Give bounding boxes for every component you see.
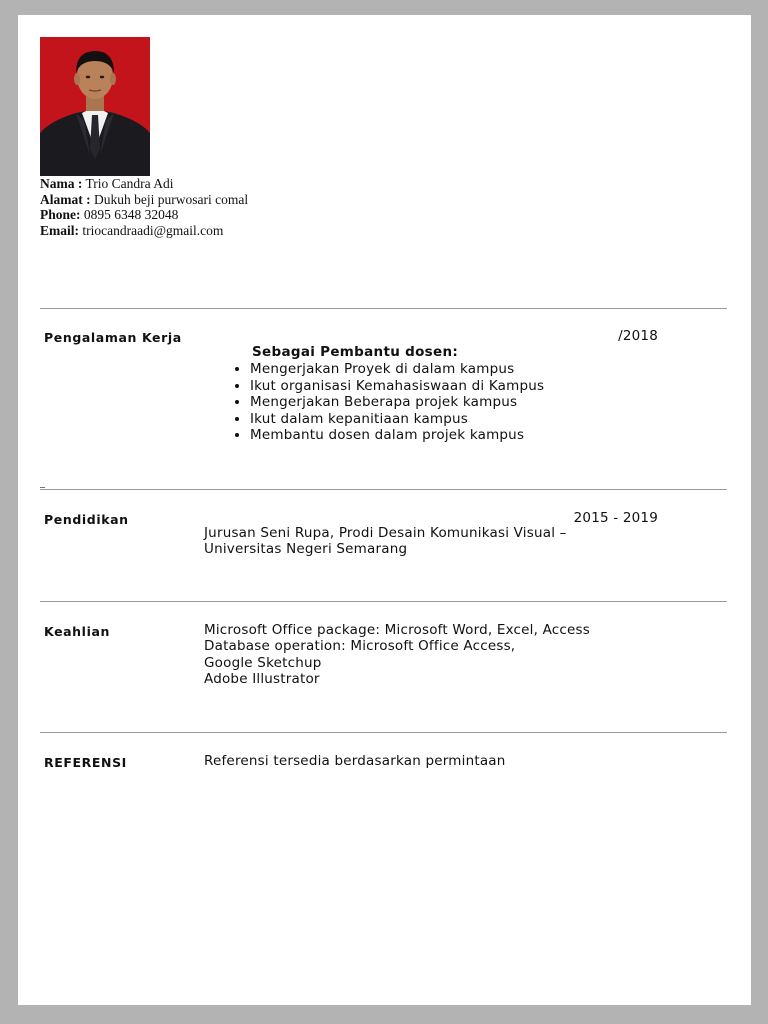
list-item: Microsoft Office package: Microsoft Word, Excel, Access [204, 622, 591, 638]
portrait-photo-icon [40, 37, 150, 176]
experience-title: Pengalaman Kerja [44, 330, 182, 345]
stray-dash [40, 487, 45, 488]
list-item: Database operation: Microsoft Office Access, [204, 638, 516, 655]
phone-value: 0895 6348 32048 [83, 207, 179, 223]
address-value: Dukuh beji purwosari comal [94, 191, 249, 207]
education-date: 2015 - 2019 [573, 510, 658, 526]
education-line-2: Universitas Negeri Semarang [204, 541, 408, 558]
phone-line [40, 207, 248, 223]
reference-text: Referensi tersedia berdasarkan permintaan [204, 753, 506, 769]
address-label: Alamat : [40, 191, 91, 207]
skills-title: Keahlian [44, 624, 110, 639]
phone-label: Phone: [40, 207, 81, 223]
list-item: • Membantu dosen dalam projek kampus [250, 427, 544, 444]
list-item: • Ikut organisasi Kemahasiswaan di Kampus [250, 378, 544, 395]
divider-skills [40, 601, 727, 602]
email-value: triocandraadi@gmail.com [82, 223, 224, 239]
experience-date: /2018 [618, 328, 658, 344]
skills-list [204, 622, 590, 687]
contact-info [40, 176, 248, 239]
address-line [40, 192, 248, 208]
experience-list [204, 361, 544, 444]
list-item: Google Sketchup [204, 654, 322, 671]
divider-reference [40, 732, 727, 733]
name-value: Trio Candra Adi [85, 176, 174, 191]
email-line [40, 223, 248, 239]
divider-education [40, 489, 727, 490]
experience-role: Sebagai Pembantu dosen: [252, 344, 459, 360]
profile-photo [40, 37, 150, 176]
email-label: Email: [40, 223, 79, 239]
education-line-1: Jurusan Seni Rupa, Prodi Desain Komunikasi Visual – [204, 525, 567, 541]
resume-page [18, 15, 751, 1005]
education-details [204, 525, 567, 558]
reference-title: REFERENSI [44, 755, 127, 770]
list-item: • Ikut dalam kepanitiaan kampus [250, 411, 544, 428]
list-item: • Mengerjakan Beberapa projek kampus [250, 394, 544, 411]
name-line [40, 176, 248, 192]
list-item: • Mengerjakan Proyek di dalam kampus [250, 361, 544, 378]
list-item: Adobe Illustrator [204, 670, 320, 687]
education-title: Pendidikan [44, 512, 129, 527]
name-label: Nama : [40, 176, 83, 191]
divider-experience [40, 308, 727, 309]
